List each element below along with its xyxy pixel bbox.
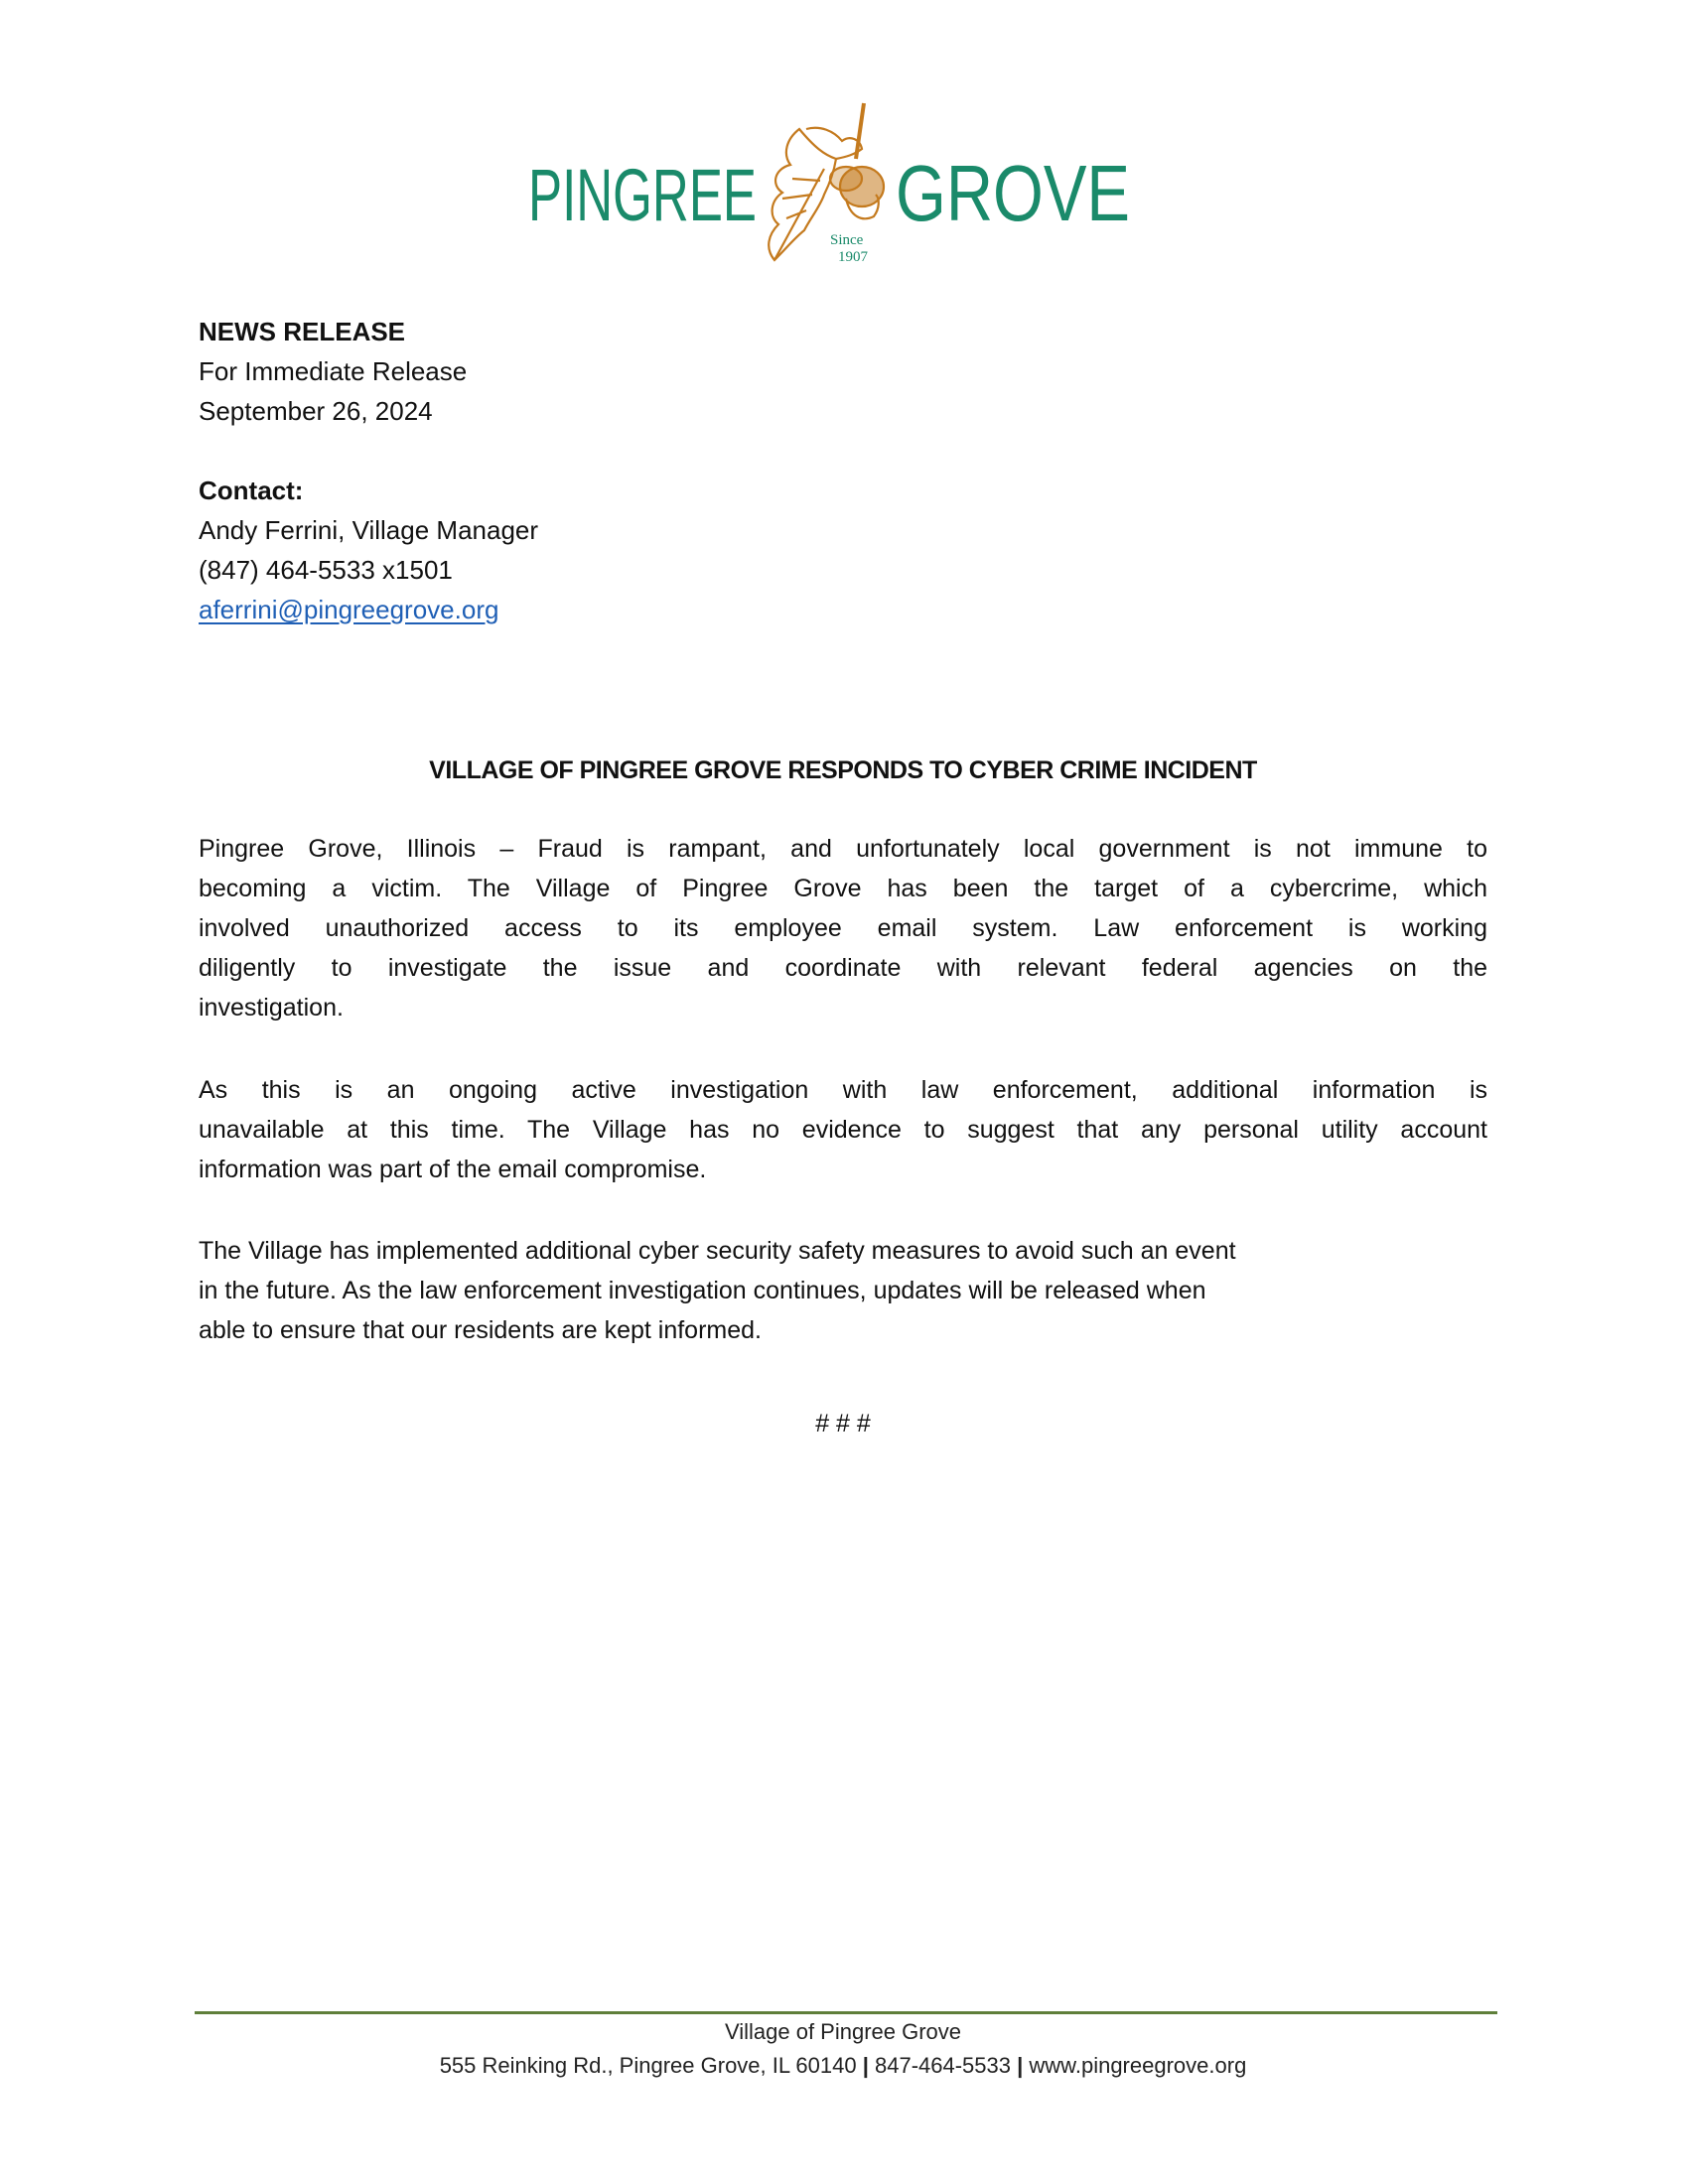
logo-year: 1907: [838, 249, 868, 265]
paragraph-line: investigation.: [199, 994, 344, 1022]
footer-contact-line: [199, 2049, 1487, 2083]
paragraph-line: Pingree Grove, Illinois – Fraud is rampant, and unfortunately local government is not immune to: [199, 835, 1487, 863]
paragraph-line: The Village has implemented additional cyber security safety measures to avoid such an event: [199, 1237, 1236, 1265]
logo-since: Since: [830, 232, 864, 248]
paragraph-line: diligently to investigate the issue and coordinate with relevant federal agencies on the: [199, 954, 1487, 982]
paragraph-line: able to ensure that our residents are kept informed.: [199, 1316, 762, 1344]
news-release-label: NEWS RELEASE: [199, 317, 406, 346]
footer-org: Village of Pingree Grove: [724, 2019, 962, 2044]
paragraph-line: unavailable at this time. The Village has no evidence to suggest that any personal utility account: [199, 1116, 1487, 1144]
footer-website[interactable]: www.pingreegrove.org: [1029, 2053, 1247, 2078]
contact-email-link[interactable]: aferrini@pingreegrove.org: [199, 595, 499, 624]
paragraph-3: [199, 1231, 1487, 1350]
headline: VILLAGE OF PINGREE GROVE RESPONDS TO CYBER CRIME INCIDENT: [429, 756, 1257, 784]
paragraph-1: [199, 829, 1487, 1027]
release-type: For Immediate Release: [199, 356, 468, 386]
oak-leaf-acorn-icon: [769, 103, 884, 260]
footer-separator: |: [862, 2053, 869, 2078]
paragraph-line: becoming a victim. The Village of Pingree Grove has been the target of a cybercrime, which: [199, 875, 1487, 902]
pingree-grove-logo: [526, 99, 1142, 268]
end-mark: # # #: [815, 1410, 871, 1437]
paragraph-line: involved unauthorized access to its employee email system. Law enforcement is working: [199, 914, 1487, 942]
paragraph-line: As this is an ongoing active investigation with law enforcement, additional information is: [199, 1076, 1487, 1104]
footer-divider: [195, 2011, 1497, 2014]
contact-name: Andy Ferrini, Village Manager: [199, 515, 539, 545]
footer-phone: 847-464-5533: [874, 2053, 1011, 2078]
paragraph-line: in the future. As the law enforcement investigation continues, updates will be released when: [199, 1277, 1206, 1304]
paragraph-2: [199, 1070, 1487, 1189]
logo-word-grove: GROVE: [896, 149, 1130, 237]
footer-address: 555 Reinking Rd., Pingree Grove, IL 60140: [439, 2053, 857, 2078]
logo-word-pingree: PINGREE: [528, 154, 757, 236]
contact-phone: (847) 464-5533 x1501: [199, 555, 453, 585]
contact-label: Contact:: [199, 476, 304, 505]
paragraph-line: information was part of the email compromise.: [199, 1156, 707, 1183]
release-date: September 26, 2024: [199, 396, 433, 426]
footer-separator: |: [1017, 2053, 1024, 2078]
